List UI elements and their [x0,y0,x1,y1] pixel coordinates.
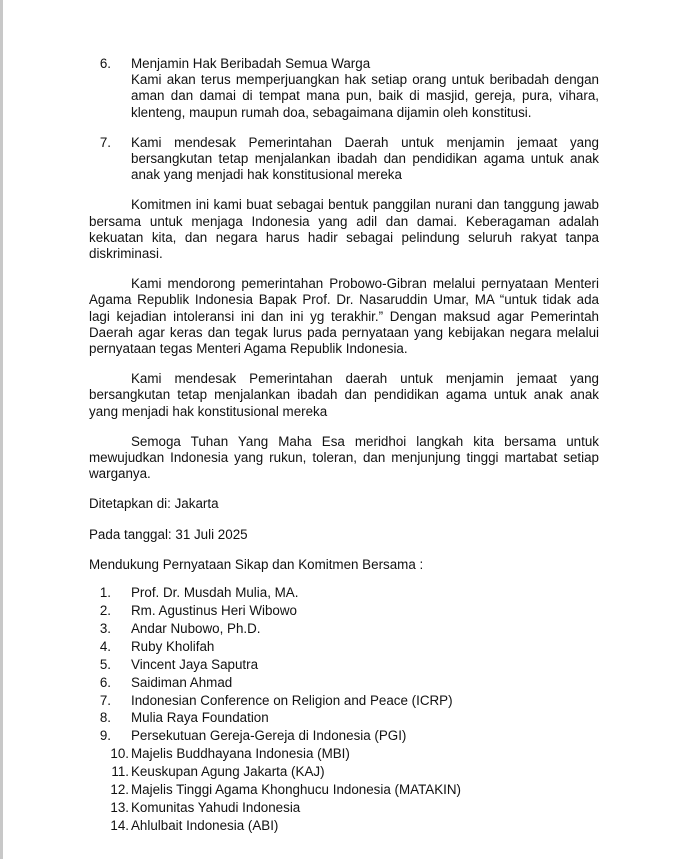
place-line: Ditetapkan di: Jakarta [89,496,219,512]
commitment-item-7 [89,135,599,184]
supporter-item: 7. Indonesian Conference on Religion and Peace (ICRP) [99,692,453,708]
commitment-body [131,56,599,121]
supporter-name: Indonesian Conference on Religion and Peace (ICRP) [131,692,453,708]
supporter-item: 13. Komunitas Yahudi Indonesia [110,799,301,815]
supporter-name: Majelis Tinggi Agama Khonghucu Indonesia (MATAKIN) [131,782,461,798]
commitment-body [131,135,599,184]
commitment-item-6 [89,56,599,121]
supporter-name: Mulia Raya Foundation [131,710,269,726]
paragraph-urge: Kami mendesak Pemerintahan daerah untuk menjamin jemaat yang bersangkutan tetap menjalankan ibadah dan pendidikan agama untuk anak anak yang menjadi hak konstitusional mereka [89,371,599,419]
supporter-name: Majelis Buddhayana Indonesia (MBI) [131,746,350,762]
supporter-item: 8. Mulia Raya Foundation [99,710,269,726]
page-edge [0,0,3,859]
supporter-item: 11. Keuskupan Agung Jakarta (KAJ) [111,764,325,780]
supporter-name: Prof. Dr. Musdah Mulia, MA. [131,585,299,601]
commitment-number: 6. [99,56,111,71]
date-line: Pada tanggal: 31 Juli 2025 [89,526,248,542]
supporter-name: Persekutuan Gereja-Gereja di Indonesia (PGI) [131,728,407,744]
supporter-item: 10. Majelis Buddhayana Indonesia (MBI) [110,746,350,762]
supporter-name: Keuskupan Agung Jakarta (KAJ) [131,764,325,780]
commitment-number: 7. [99,134,111,150]
supporter-item: 5. Vincent Jaya Saputra [99,656,259,672]
supporter-item: 2. Rm. Agustinus Heri Wibowo [99,602,297,618]
paragraph-prayer: Semoga Tuhan Yang Maha Esa meridhoi langkah kita bersama untuk mewujudkan Indonesia yang rukun, toleran, dan menjunjung tinggi martabat setiap warganya. [89,433,599,482]
commitment-title: Menjamin Hak Beribadah Semua Warga [131,56,371,71]
commitment-text: Kami akan terus memperjuangkan hak setiap orang untuk beribadah dengan aman dan damai di tempat mana pun, baik di masjid, gereja, pura, vihara, klenteng, maupun rumah doa, sebagaimana dijamin oleh konstitusi. [131,72,599,120]
supporter-name: Rm. Agustinus Heri Wibowo [131,602,297,618]
supporter-name: Ahlulbait Indonesia (ABI) [131,817,279,833]
supporter-item: 4. Ruby Kholifah [99,638,215,654]
commitment-text: Kami mendesak Pemerintahan Daerah untuk menjamin jemaat yang bersangkutan tetap menjalankan ibadah dan pendidikan agama untuk anak anak yang menjadi hak konstitusional mereka [131,134,599,183]
supporter-name: Komunitas Yahudi Indonesia [131,799,301,815]
supporter-item: 1. Prof. Dr. Musdah Mulia, MA. [99,585,299,601]
paragraph-encourage: Kami mendorong pemerintahan Probowo-Gibran melalui pernyataan Menteri Agama Republik Indonesia Bapak Prof. Dr. Nasaruddin Umar, MA “untuk tidak ada lagi kejadian intoleransi ini dan ini yg terakhir.” Dengan maksud agar Pemerintah Daerah agar keras dan tegak lurus pada pernyataan yang kebijakan negara melalui pernyataan tegas Menteri Agama Republik Indonesia. [89,276,599,357]
document-body [89,56,599,835]
supporters-heading: Mendukung Pernyataan Sikap dan Komitmen Bersama : [89,556,424,572]
supporter-name: Vincent Jaya Saputra [131,656,259,672]
supporter-item: 6. Saidiman Ahmad [99,674,233,690]
supporter-name: Andar Nubowo, Ph.D. [131,620,261,636]
supporter-item: 14. Ahlulbait Indonesia (ABI) [110,817,279,833]
supporter-item: 12. Majelis Tinggi Agama Khonghucu Indonesia (MATAKIN) [110,782,461,798]
supporter-name: Saidiman Ahmad [131,674,233,690]
paragraph-commitment: Komitmen ini kami buat sebagai bentuk panggilan nurani dan tanggung jawab bersama untuk menjaga Indonesia yang adil dan damai. Keberagaman adalah kekuatan kita, dan negara harus hadir sebagai pelindung seluruh rakyat tanpa diskriminasi. [89,197,599,262]
supporter-item: 3. Andar Nubowo, Ph.D. [99,620,261,636]
supporter-name: Ruby Kholifah [131,638,215,654]
supporter-item: 9. Persekutuan Gereja-Gereja di Indonesia (PGI) [99,728,407,744]
supporters-list [89,584,599,835]
